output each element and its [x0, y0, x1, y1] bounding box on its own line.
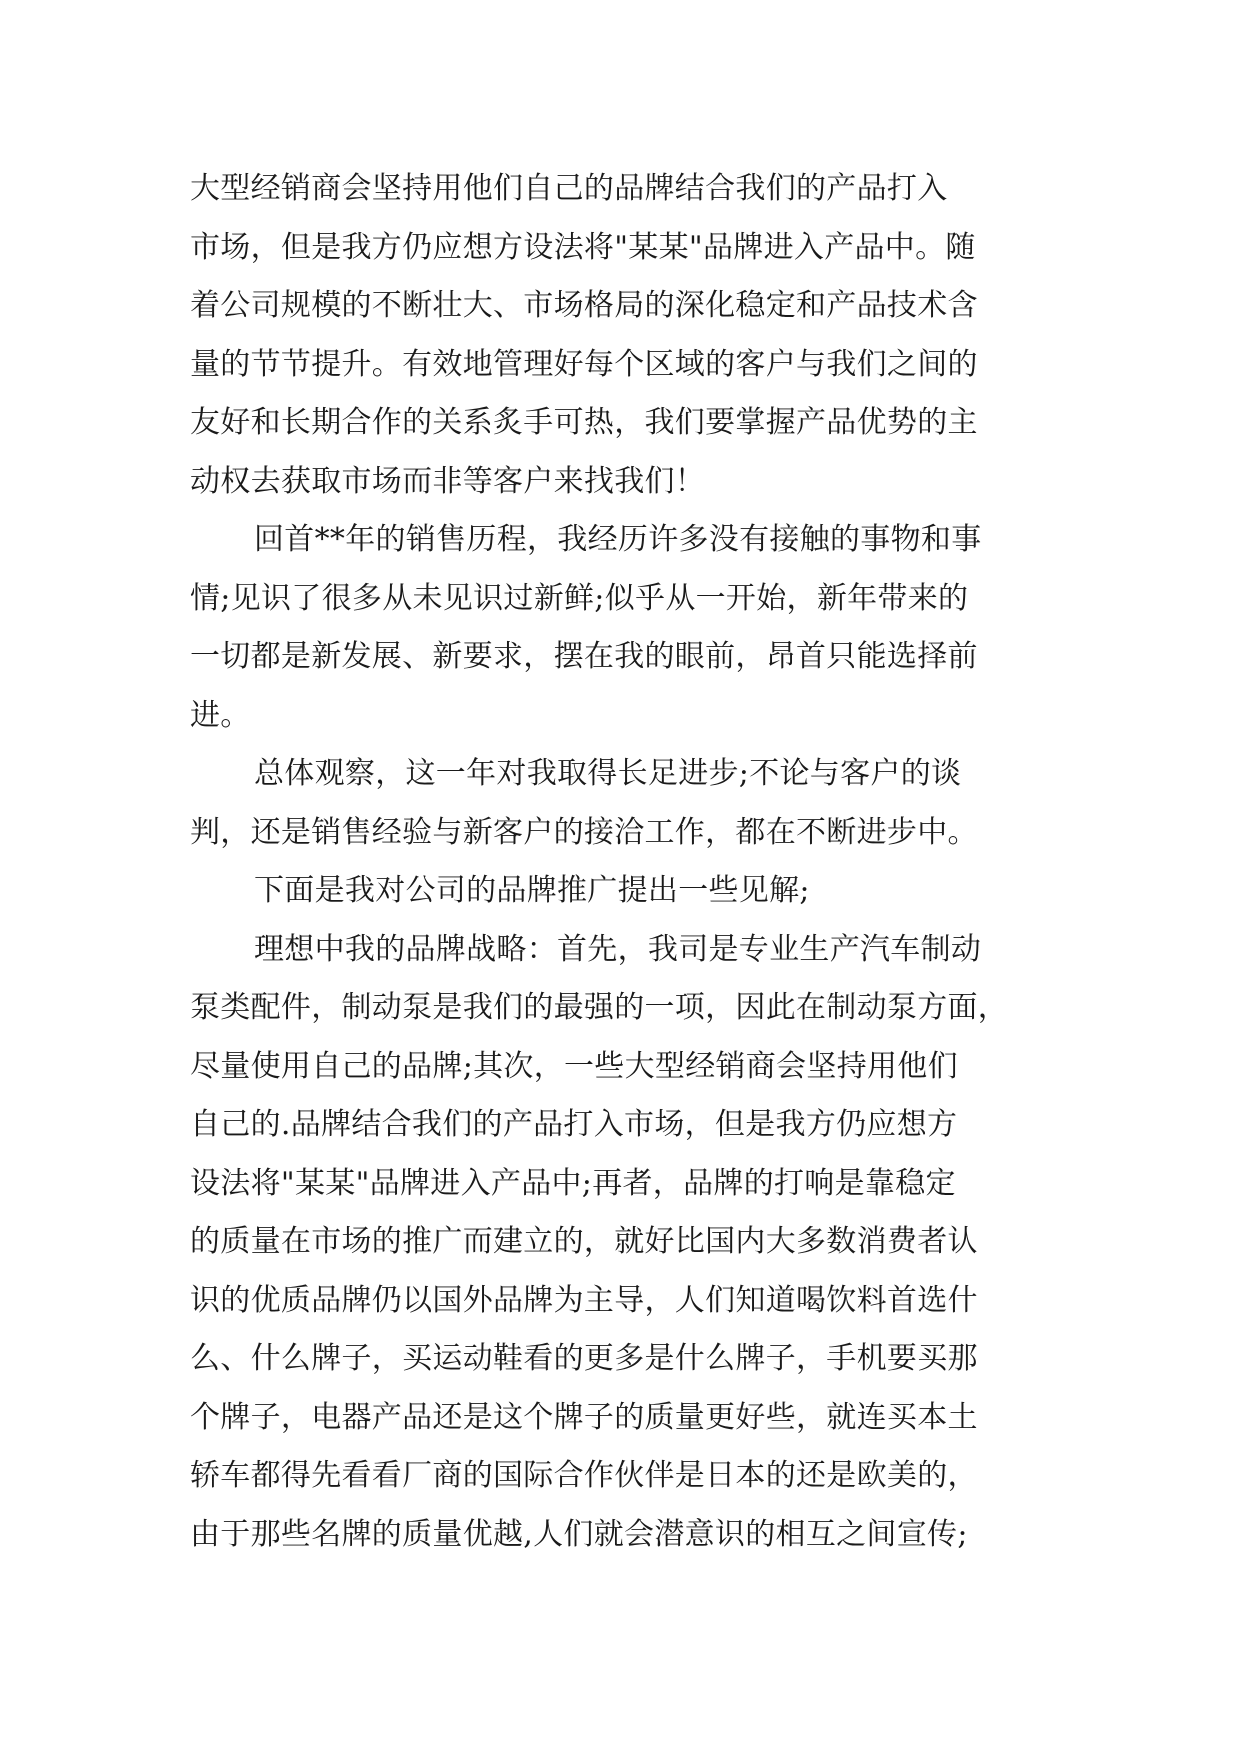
text-line: 大型经销商会坚持用他们自己的品牌结合我们的产品打入	[190, 171, 948, 206]
text-line: 量的节节提升。有效地管理好每个区域的客户与我们之间的	[190, 346, 978, 382]
text-line: 泵类配件，制动泵是我们的最强的一项，因此在制动泵方面，	[190, 990, 1009, 1025]
text-line: 由于那些名牌的质量优越,人们就会潜意识的相互之间宣传;	[190, 1516, 968, 1552]
text-line: 动权去获取市场而非等客户来找我们！	[190, 463, 706, 499]
text-line: 进。	[190, 697, 251, 733]
paragraph-first-line: 总体观察，这一年对我取得长足进步;不论与客户的谈	[254, 756, 962, 791]
document-body	[190, 160, 1060, 1564]
text-line: 着公司规模的不断壮大、市场格局的深化稳定和产品技术含	[190, 288, 978, 323]
text-line: 轿车都得先看看厂商的国际合作伙伴是日本的还是欧美的，	[190, 1458, 978, 1493]
text-line: 判，还是销售经验与新客户的接洽工作，都在不断进步中。	[190, 814, 978, 850]
paragraph-first-line: 理想中我的品牌战略：首先，我司是专业生产汽车制动	[254, 931, 982, 967]
text-line: 自己的.品牌结合我们的产品打入市场，但是我方仍应想方	[190, 1107, 958, 1142]
text-line: 尽量使用自己的品牌;其次，一些大型经销商会坚持用他们	[190, 1048, 958, 1084]
text-line: 个牌子，电器产品还是这个牌子的质量更好些，就连买本土	[190, 1399, 978, 1435]
text-line: 情;见识了很多从未见识过新鲜;似乎从一开始，新年带来的	[190, 580, 969, 616]
text-line: 设法将"某某"品牌进入产品中;再者，品牌的打响是靠稳定	[190, 1165, 956, 1201]
paragraph-first-line: 下面是我对公司的品牌推广提出一些见解;	[254, 873, 810, 908]
text-line: 一切都是新发展、新要求，摆在我的眼前，昂首只能选择前	[190, 639, 978, 674]
text-line: 的质量在市场的推广而建立的，就好比国内大多数消费者认	[190, 1224, 978, 1259]
text-line: 么、什么牌子，买运动鞋看的更多是什么牌子，手机要买那	[190, 1341, 978, 1376]
text-line: 市场，但是我方仍应想方设法将"某某"品牌进入产品中。随	[190, 229, 976, 265]
paragraph-first-line: 回首**年的销售历程，我经历许多没有接触的事物和事	[254, 522, 982, 557]
text-line: 识的优质品牌仍以国外品牌为主导，人们知道喝饮料首选什	[190, 1282, 978, 1318]
text-line: 友好和长期合作的关系炙手可热，我们要掌握产品优势的主	[190, 405, 978, 440]
